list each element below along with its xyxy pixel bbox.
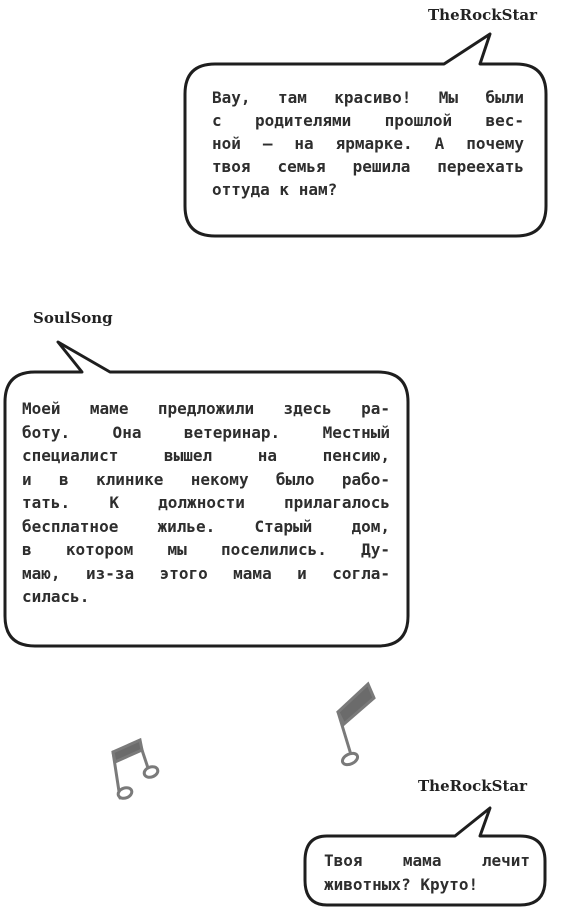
message-line: оттуда к нам? (212, 180, 338, 199)
author-name: TheRockStar (418, 777, 527, 795)
message-line: Твоя мама лечит (324, 851, 530, 870)
author-name: TheRockStar (428, 6, 537, 24)
message-line: твоя семья решила переехать (212, 157, 524, 176)
message-line: с родителями прошлой вес- (212, 111, 524, 130)
author-name: SoulSong (33, 309, 113, 327)
message-line: и в клинике некому было рабо- (22, 469, 390, 489)
message-line: Вау, там красиво! Мы были (212, 88, 524, 107)
message-line: бесплатное жилье. Старый дом, (22, 516, 390, 536)
message-line: специалист вышел на пенсию, (22, 446, 390, 465)
music-note-icon (113, 740, 159, 800)
message-text (22, 397, 390, 609)
message-line: тать. К должности прилагалось (22, 493, 390, 512)
message-line: в котором мы поселились. Ду- (22, 540, 390, 559)
message-line: боту. Она ветеринар. Местный (22, 422, 390, 442)
music-note-icon (338, 684, 374, 767)
message-line: силась. (22, 587, 90, 606)
message-line: ной — на ярмарке. А почему (212, 134, 524, 153)
message-line: Моей маме предложили здесь ра- (22, 399, 390, 418)
message-line: маю, из-за этого мама и согла- (22, 563, 390, 583)
message-text (324, 849, 530, 897)
message-line: животных? Круто! (324, 875, 479, 894)
message-text (212, 86, 524, 201)
